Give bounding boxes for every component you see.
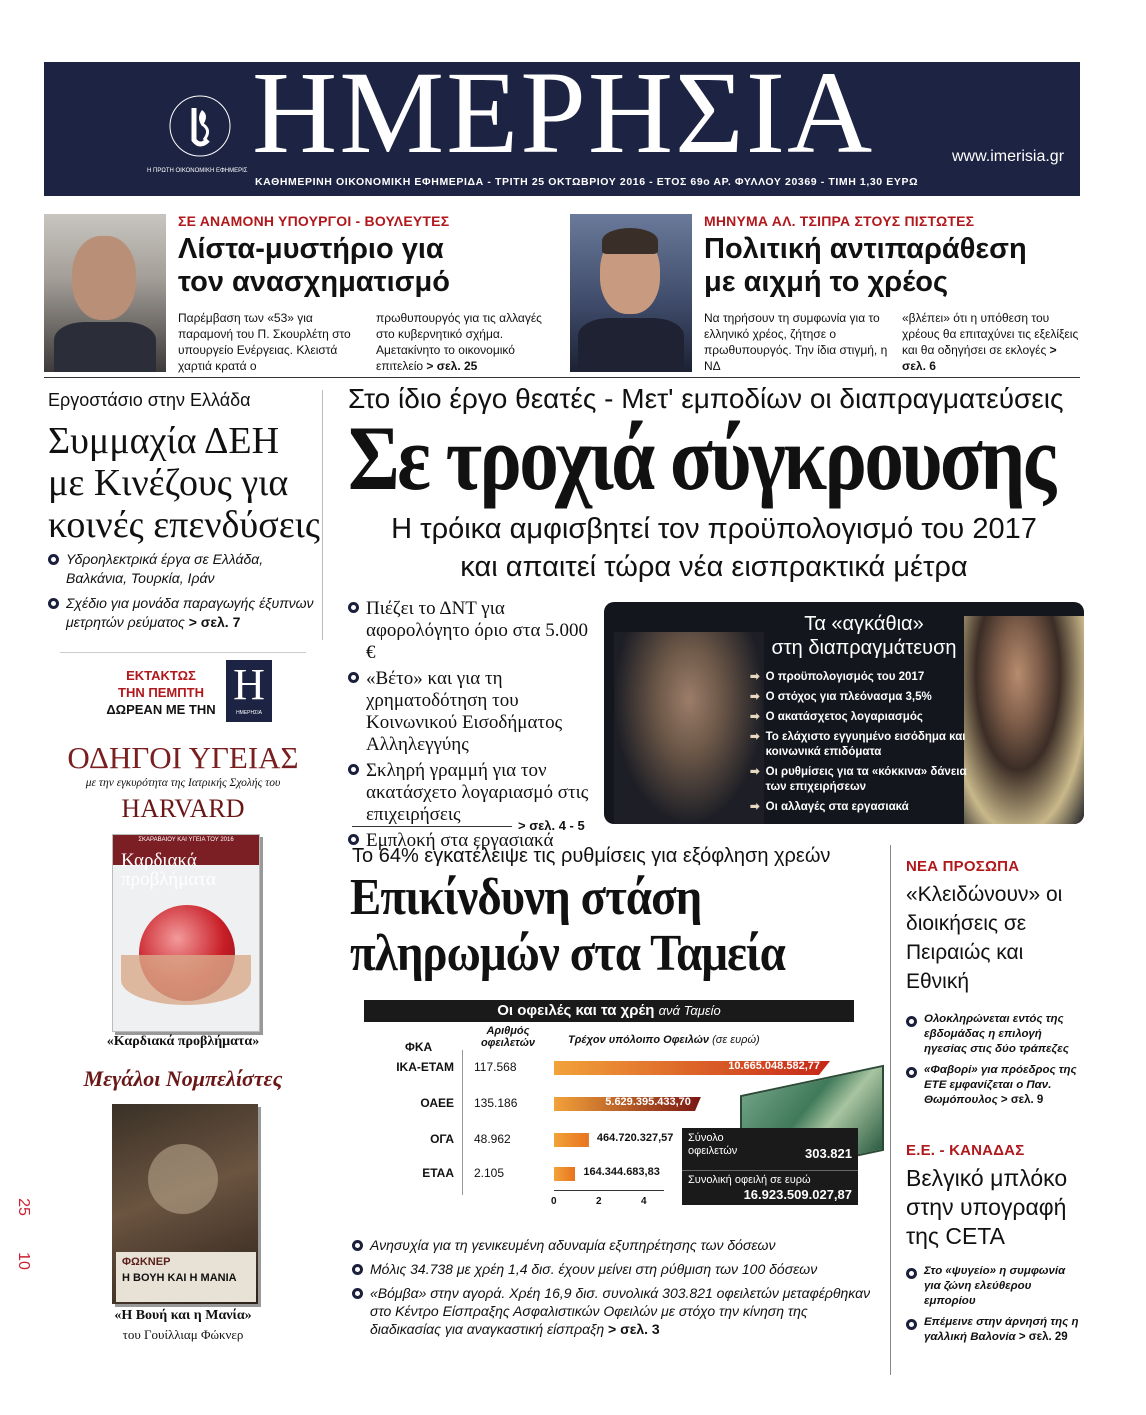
second-bullets xyxy=(352,1236,872,1338)
top-left-kicker: ΣΕ ΑΝΑΜΟΝΗ ΥΠΟΥΡΓΟΙ - ΒΟΥΛΕΥΤΕΣ xyxy=(178,213,450,229)
chart-value-label: 164.344.683,83 xyxy=(583,1166,660,1178)
chart-col-balance xyxy=(568,1034,760,1046)
badge-letter: Η xyxy=(233,660,265,709)
box-list xyxy=(750,670,980,815)
right-headline-2[interactable]: Βελγικό μπλόκο στην υπογραφή της CETA xyxy=(906,1165,1068,1249)
box-item xyxy=(750,765,980,795)
bullet-text: Σχέδιο για μονάδα παραγωγής έξυπνων μετρητών ρεύματος xyxy=(66,595,314,630)
masthead-strapline: ΚΑΘΗΜΕΡΙΝΗ ΟΙΚΟΝΟΜΙΚΗ ΕΦΗΜΕΡΙΔΑ - ΤΡΙΤΗ 25 ΟΚΤΩΒΡΙΟΥ 2016 - ΕΤΟΣ 69ο ΑΡ. ΦΥΛΛΟΥ 20369 - ΤΙΜΗ 1,30 ΕΥΡΩ xyxy=(255,176,919,188)
top-right-col2 xyxy=(902,310,1082,374)
box-item xyxy=(750,670,980,685)
book-cover-title: Καρδιακά προβλήματα xyxy=(121,850,216,890)
subhead-line: Η τρόικα αμφισβητεί τον προϋπολογισμό του 2017 xyxy=(391,513,1037,545)
chart-x-axis xyxy=(554,1190,664,1191)
box-title-line: στη διαπραγμάτευση xyxy=(771,637,957,659)
promo-title: ΟΔΗΓΟΙ ΥΓΕΙΑΣ xyxy=(67,740,299,775)
chart-category-label: ΟΓΑ xyxy=(430,1132,454,1146)
col-text: «βλέπει» ότι η υπόθεση του χρέους θα επιταχύνει τις εξελίξεις και θα οδηγήσει σε εκλογές xyxy=(902,311,1079,357)
page-ref[interactable]: > σελ. 3 xyxy=(608,1321,660,1337)
headline-line: κοινές επενδύσεις xyxy=(48,504,320,546)
book-cover-cardio[interactable] xyxy=(112,834,260,1032)
nobel-series-title: Μεγάλοι Νομπελίστες xyxy=(83,1066,283,1091)
box-item-text: Ο στόχος για πλεόνασμα 3,5% xyxy=(765,691,932,703)
right-bullet xyxy=(906,1063,1082,1108)
lead-page-ref[interactable]: > σελ. 4 - 5 xyxy=(518,818,585,833)
bullet-text: Ανησυχία για τη γενικευμένη αδυναμία εξυπηρέτησης των δόσεων xyxy=(370,1237,776,1253)
bullet-icon xyxy=(348,834,359,845)
box-item-text: Ο προϋπολογισμός του 2017 xyxy=(765,671,925,683)
chart-value-label: 464.720.327,57 xyxy=(596,1132,674,1144)
subhead-line: και απαιτεί τώρα νέα εισπρακτικά μέτρα xyxy=(460,551,968,583)
arrow-icon: ➡ xyxy=(750,691,760,703)
badge-sub: ΗΜΕΡΗΣΙΑ xyxy=(236,710,262,716)
chart-total-debtors-box xyxy=(682,1128,858,1170)
bullet-icon xyxy=(48,554,59,565)
chart-col-fund: ΦΚΑ xyxy=(405,1040,433,1054)
bullet-text: Επέμεινε στην άρνησή της η γαλλική Βαλονία xyxy=(924,1316,1079,1343)
promo-line: ΔΩΡΕΑΝ ΜΕ ΤΗΝ xyxy=(106,702,216,717)
left-story-headline[interactable] xyxy=(48,420,320,546)
chart-category-label: ΟΑΕΕ xyxy=(420,1096,454,1110)
top-left-col1: Παρέμβαση των «53» για παραμονή του Π. Σκουρλέτη στο υπουργείο Ενέργειας. Κλειστά χαρτιά κρατά ο xyxy=(178,311,351,373)
bullet-text: «Βέτο» και για τη χρηματοδότηση του Κοινωνικού Εισοδήματος Αλληλεγγύης xyxy=(366,668,563,755)
page-ref[interactable]: > σελ. 29 xyxy=(1018,1331,1068,1343)
skourletis-photo xyxy=(44,214,166,372)
second-kicker: Το 64% εγκατέλειψε τις ρυθμίσεις για εξόφληση χρεών xyxy=(352,845,831,867)
chart-value-label: 5.629.395.433,70 xyxy=(605,1096,691,1108)
bullet-text: Μόλις 34.738 με χρέη 1,4 δισ. έχουν μείνει στη ρύθμιση των 100 δόσεων xyxy=(370,1261,818,1277)
headline-line: πληρωμών στα Ταμεία xyxy=(350,925,785,982)
arrow-icon: ➡ xyxy=(750,711,760,723)
total-debtors-value: 303.821 xyxy=(805,1146,852,1161)
margin-month: 10 xyxy=(14,1252,32,1270)
bullet-icon xyxy=(348,672,359,683)
promo-label xyxy=(96,667,226,718)
wheat-logo-icon xyxy=(160,86,240,166)
total-debtors-label: Σύνολο οφειλετών xyxy=(688,1132,738,1157)
lead-subhead xyxy=(348,510,1080,586)
arrow-icon: ➡ xyxy=(750,801,760,813)
chart-debtors-value: 135.186 xyxy=(474,1096,518,1110)
box-item xyxy=(750,690,980,705)
lead-info-box xyxy=(604,602,1084,824)
book2-caption: «Η Βουή και η Μανία» xyxy=(114,1308,252,1323)
bullet-icon xyxy=(906,1067,917,1078)
headline-line: Επικίνδυνη στάση xyxy=(350,869,702,926)
right-headline-1[interactable]: «Κλειδώνουν» οι διοικήσεις σε Πειραιώς και Εθνική xyxy=(906,883,1063,993)
bullet-text: «Φαβορί» για πρόεδρος της ΕΤΕ εμφανίζεται ο Παν. Θωμόπουλος xyxy=(924,1064,1077,1106)
chart-x-tick: 4 xyxy=(641,1196,647,1207)
chart-debtors-value: 48.962 xyxy=(474,1132,511,1146)
chart-total-debt-box xyxy=(682,1170,858,1205)
box-item xyxy=(750,710,980,725)
book1-caption: «Καρδιακά προβλήματα» xyxy=(106,1034,260,1049)
second-bullet xyxy=(352,1236,872,1254)
chart-bar xyxy=(554,1167,575,1181)
bullet-text: Σκληρή γραμμή για τον ακατάσχετο λογαριασμό στις επιχειρήσεις xyxy=(366,760,589,825)
bullet-text: Εμπλοκή στα εργασιακά xyxy=(366,830,554,851)
chart-category-label: ΕΤΑΑ xyxy=(422,1166,454,1180)
lead-headline[interactable]: Σε τροχιά σύγκρουσης xyxy=(348,407,1054,509)
lead-bullet xyxy=(348,598,594,664)
masthead-url[interactable]: www.imerisia.gr xyxy=(952,148,1065,165)
bullet-icon xyxy=(348,764,359,775)
promo-line: ΕΚΤΑΚΤΩΣ xyxy=(126,668,196,683)
book-cover-title: Η ΒΟΥΗ ΚΑΙ Η ΜΑΝΙΑ xyxy=(122,1272,237,1284)
right-bullet xyxy=(906,1315,1082,1345)
tsipras-photo xyxy=(570,214,692,372)
right-bullet xyxy=(906,1012,1082,1057)
col-text: πρωθυπουργός για τις αλλαγές στο κυβερνητικό σχήμα. Αμετακίνητο το οικονομικό επιτελείο xyxy=(376,311,542,373)
bullet-icon xyxy=(352,1240,363,1251)
bullet-icon xyxy=(352,1288,363,1299)
book-cover-top: ΣΚΑΡΑΒΑΙΟΥ ΚΑΙ ΥΓΕΙΑ ΤΟΥ 2016 xyxy=(138,837,234,843)
headline-line: τον ανασχηματισμό xyxy=(178,266,450,298)
logo-caption: Η ΠΡΩΤΗ ΟΙΚΟΝΟΜΙΚΗ ΕΦΗΜΕΡΙΣ xyxy=(147,168,248,174)
lead-kicker: Στο ίδιο έργο θεατές - Μετ' εμποδίων οι διαπραγματεύσεις xyxy=(348,383,1064,414)
headline-line: Πολιτική αντιπαράθεση xyxy=(704,233,1027,265)
lead-bullet xyxy=(348,668,594,756)
left-bullet xyxy=(48,594,318,632)
divider xyxy=(44,377,1080,378)
bullet-text: Πιέζει το ΔΝΤ για αφορολόγητο όριο στα 5.000 € xyxy=(366,598,589,663)
book2-author-caption: του Γουίλλιαμ Φώκνερ xyxy=(122,1327,244,1342)
left-story-kicker: Εργοστάσιο στην Ελλάδα xyxy=(48,390,251,410)
col-balance-text: Τρέχον υπόλοιπο Οφειλών xyxy=(568,1034,710,1046)
page-ref[interactable]: > σελ. 25 xyxy=(426,359,478,373)
bullet-icon xyxy=(352,1264,363,1275)
second-bullet xyxy=(352,1260,872,1278)
chart-title: Οι οφειλές και τα χρέη xyxy=(497,1002,655,1019)
top-right-col1: Να τηρήσουν τη συμφωνία για το ελληνικό χρέος, ζήτησε ο πρωθυπουργός. Την ίδια στιγμή, η ΝΔ xyxy=(704,311,888,373)
right-kicker-1: ΝΕΑ ΠΡΟΣΩΠΑ xyxy=(906,858,1020,875)
bullet-icon xyxy=(348,602,359,613)
tsakalotos-photo xyxy=(614,632,764,824)
headline-line: με αιχμή το χρέος xyxy=(704,266,949,298)
top-left-headline[interactable] xyxy=(178,233,450,299)
promo-subtitle: με την εγκυρότητα της Ιατρικής Σχολής του xyxy=(85,777,281,789)
promo-line: ΤΗΝ ΠΕΜΠΤΗ xyxy=(118,685,204,700)
chart-col-debtors: Αριθμός οφειλετών xyxy=(480,1025,536,1049)
box-item xyxy=(750,730,980,760)
margin-day: 25 xyxy=(14,1198,32,1216)
chart-x-tick: 0 xyxy=(551,1196,557,1207)
divider xyxy=(352,826,512,827)
bullet-icon xyxy=(48,598,59,609)
imerisia-badge xyxy=(226,660,272,722)
right-bullet xyxy=(906,1264,1082,1309)
right-bullets-1 xyxy=(906,1012,1082,1108)
bullet-icon xyxy=(906,1016,917,1027)
lead-bullet xyxy=(348,760,594,826)
arrow-icon: ➡ xyxy=(750,671,760,683)
box-title xyxy=(754,612,974,660)
top-right-kicker: ΜΗΝΥΜΑ ΑΛ. ΤΣΙΠΡΑ ΣΤΟΥΣ ΠΙΣΤΩΤΕΣ xyxy=(704,213,975,229)
portrait-image xyxy=(148,1144,218,1214)
headline-line: με Κινέζους για xyxy=(48,462,289,504)
chart-bar xyxy=(554,1133,589,1147)
page-ref[interactable]: > σελ. 6 xyxy=(902,343,1057,373)
total-debt-label: Συνολική οφειλή σε ευρώ xyxy=(688,1174,811,1186)
bullet-text: «Βόμβα» στην αγορά. Χρέη 16,9 δισ. συνολικά 303.821 οφειλετών μεταφέρθηκαν στο Κέντρο Είσπραξης Ασφαλιστικών Οφειλών με στόχο την κίνηση της διαδικασίας για αναγκαστική είσπραξη xyxy=(370,1285,871,1337)
col-balance-unit: (σε ευρώ) xyxy=(712,1034,760,1046)
page-ref[interactable]: > σελ. 7 xyxy=(188,614,241,630)
chart-value-label: 10.665.048.582,77 xyxy=(728,1060,820,1072)
harvard-label: HARVARD xyxy=(121,794,245,823)
bullet-text: Ολοκληρώνεται εντός της εβδομάδας η επιλογή ηγεσίας στις δύο τράπεζες xyxy=(924,1013,1069,1055)
bullet-icon xyxy=(906,1268,917,1279)
hands-image xyxy=(121,955,251,1005)
kozack-photo xyxy=(964,616,1084,824)
box-item-text: Οι αλλαγές στα εργασιακά xyxy=(765,801,909,813)
chart-x-tick: 2 xyxy=(596,1196,602,1207)
bullet-text: Υδροηλεκτρικά έργα σε Ελλάδα, Βαλκάνια, Τουρκία, Ιράν xyxy=(66,551,264,586)
headline-line: Λίστα-μυστήριο για xyxy=(178,233,444,265)
book-author: ΦΩΚΝΕΡ xyxy=(122,1256,171,1268)
column-rule xyxy=(322,390,323,640)
box-item xyxy=(750,800,980,815)
second-headline[interactable] xyxy=(350,870,854,982)
column-rule xyxy=(890,845,891,1375)
box-item-text: Οι ρυθμίσεις για τα «κόκκινα» δάνεια των επιχειρήσεων xyxy=(765,766,967,793)
arrow-icon: ➡ xyxy=(750,766,760,778)
total-debt-value: 16.923.509.027,87 xyxy=(743,1187,852,1202)
box-item-text: Το ελάχιστο εγγυημένο εισόδημα και κοινωνικά επιδόματα xyxy=(765,731,966,758)
page-ref[interactable]: > σελ. 9 xyxy=(1000,1094,1044,1106)
chart-title-bar xyxy=(364,1000,854,1022)
masthead-title: ΗΜΕΡΗΣΙΑ xyxy=(252,47,875,178)
box-title-line: Τα «αγκάθια» xyxy=(804,613,924,635)
left-bullet xyxy=(48,550,318,588)
top-left-col2 xyxy=(376,310,560,374)
headline-line: Συμμαχία ΔΕΗ xyxy=(48,420,280,462)
chart-debtors-value: 2.105 xyxy=(474,1166,505,1180)
top-right-headline[interactable] xyxy=(704,233,1027,299)
second-bullet xyxy=(352,1284,872,1338)
box-item-text: Ο ακατάσχετος λογαριασμός xyxy=(765,711,923,723)
chart-category-label: ΙΚΑ-ΕΤΑΜ xyxy=(396,1060,454,1074)
chart-title-suffix: ανά Ταμείο xyxy=(658,1003,721,1018)
arrow-icon: ➡ xyxy=(750,731,760,743)
book-cover-faulkner[interactable] xyxy=(112,1104,258,1304)
chart-debtors-value: 117.568 xyxy=(474,1060,517,1074)
lead-bullets xyxy=(348,598,594,852)
right-bullets-2 xyxy=(906,1264,1082,1345)
right-kicker-2: Ε.Ε. - ΚΑΝΑΔΑΣ xyxy=(906,1142,1025,1159)
bullet-text: Στο «ψυγείο» η συμφωνία για ζώνη ελεύθερου εμπορίου xyxy=(924,1265,1066,1307)
bullet-icon xyxy=(906,1319,917,1330)
